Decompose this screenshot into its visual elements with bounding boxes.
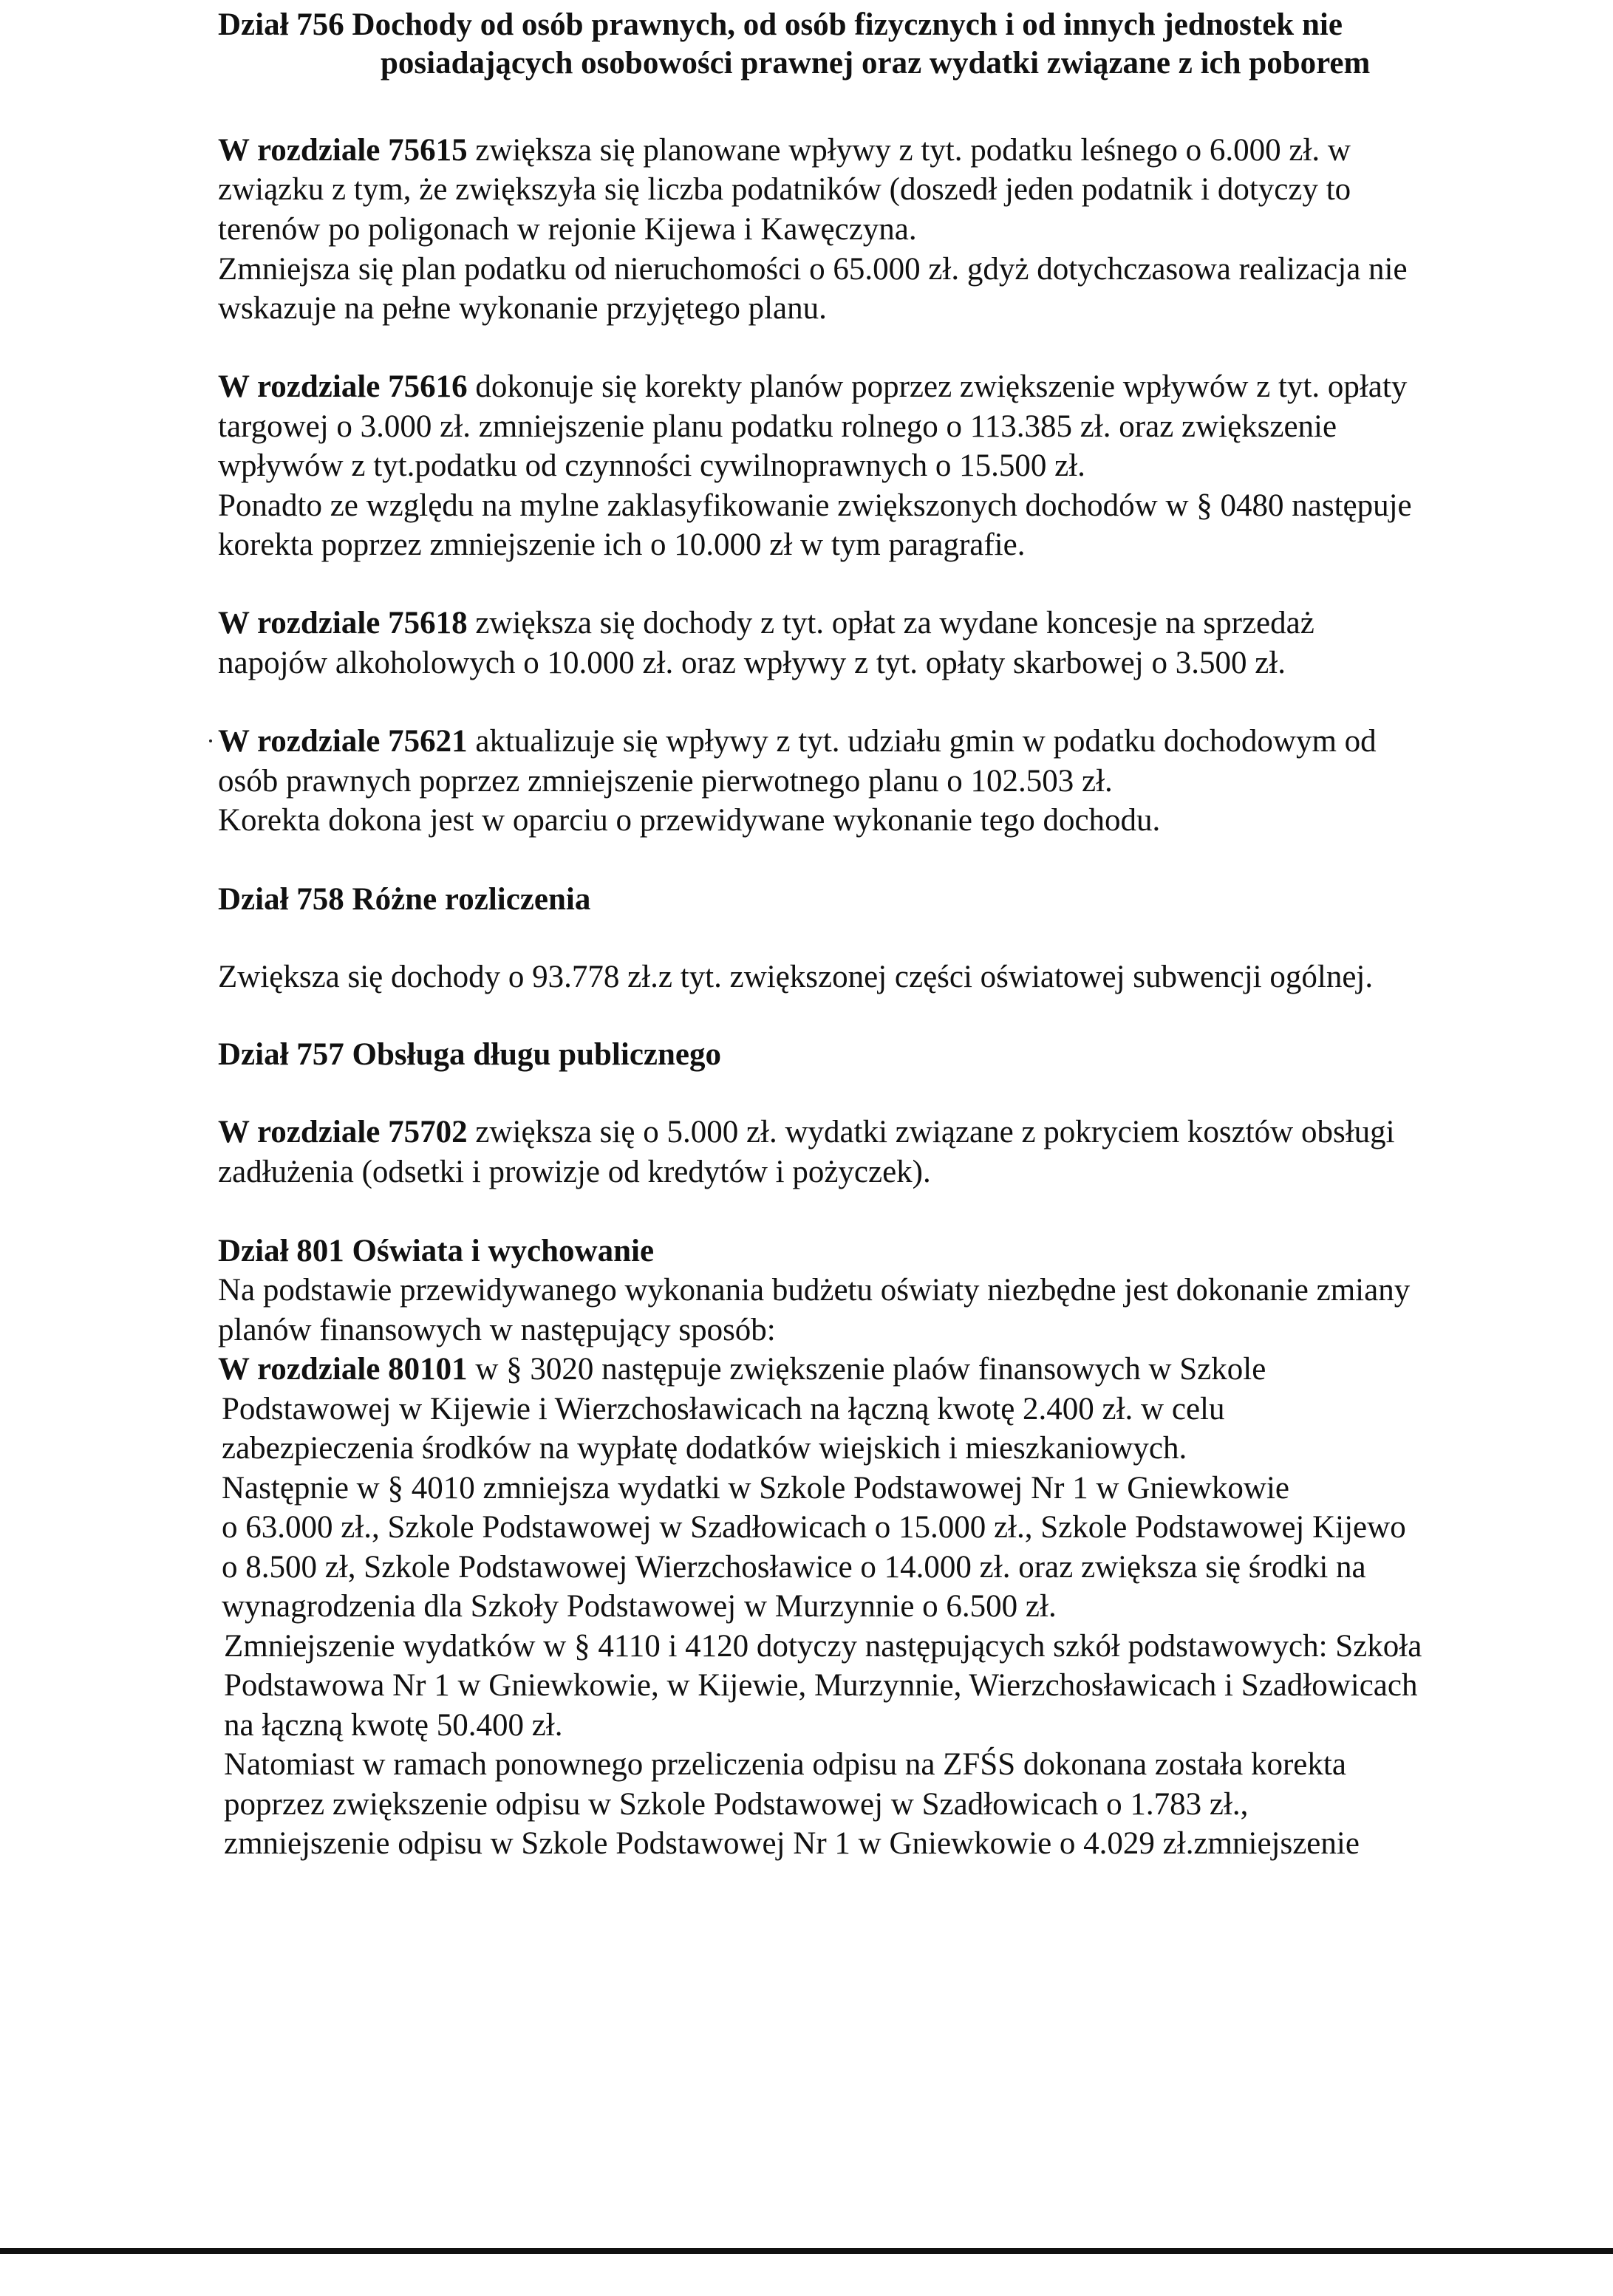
paragraph-75615-line-1 bbox=[218, 131, 1351, 170]
section-801-line-14: poprzez zwiększenie odpisu w Szkole Podstawowej w Szadłowicach o 1.783 zł., bbox=[224, 1787, 1249, 1822]
section-801-line-12: na łączną kwotę 50.400 zł. bbox=[224, 1708, 563, 1743]
paragraph-text: zwiększa się dochody z tyt. opłat za wydane koncesje na sprzedaż bbox=[467, 606, 1314, 640]
section-758-paragraph: Zwiększa się dochody o 93.778 zł.z tyt. zwiększonej części oświatowej subwencji ogólnej. bbox=[218, 960, 1374, 994]
paragraph-75618-line-2: napojów alkoholowych o 10.000 zł. oraz wpływy z tyt. opłaty skarbowej o 3.500 zł. bbox=[218, 646, 1286, 680]
paragraph-text: dokonuje się korekty planów poprzez zwiększenie wpływów z tyt. opłaty bbox=[467, 369, 1408, 404]
paragraph-75621-line-1 bbox=[218, 722, 1377, 761]
paragraph-75621-line-2: osób prawnych poprzez zmniejszenie pierwotnego planu o 102.503 zł. bbox=[218, 764, 1113, 799]
section-801-line-11: Podstawowa Nr 1 w Gniewkowie, w Kijewie, Murzynnie, Wierzchosławicach i Szadłowicach bbox=[224, 1668, 1418, 1703]
section-801-line-2: planów finansowych w następujący sposób: bbox=[218, 1313, 776, 1347]
paragraph-75615-line-5: wskazuje na pełne wykonanie przyjętego planu. bbox=[218, 291, 827, 326]
section-758-heading: Dział 758 Różne rozliczenia bbox=[218, 882, 591, 917]
section-801-line-9: wynagrodzenia dla Szkoły Podstawowej w Murzynnie o 6.500 zł. bbox=[222, 1589, 1057, 1624]
paragraph-75616-line-1 bbox=[218, 368, 1407, 406]
section-801-line-10: Zmniejszenie wydatków w § 4110 i 4120 dotyczy następujących szkół podstawowych: Szkoła bbox=[224, 1629, 1422, 1664]
section-801-line-13: Natomiast w ramach ponownego przeliczenia odpisu na ZFŚS dokonana została korekta bbox=[224, 1747, 1346, 1782]
chapter-label-75616: W rozdziale 75616 bbox=[218, 369, 468, 404]
paragraph-text: zwiększa się planowane wpływy z tyt. podatku leśnego o 6.000 zł. w bbox=[467, 133, 1351, 168]
paragraph-75618-line-1 bbox=[218, 604, 1314, 643]
section-801-heading: Dział 801 Oświata i wychowanie bbox=[218, 1234, 655, 1268]
paragraph-75615-line-4: Zmniejsza się plan podatku od nieruchomości o 65.000 zł. gdyż dotychczasowa realizacja nie bbox=[218, 252, 1408, 287]
section-801-line-15: zmniejszenie odpisu w Szkole Podstawowej Nr 1 w Gniewkowie o 4.029 zł.zmniejszenie bbox=[224, 1826, 1360, 1861]
section-801-line-4: Podstawowej w Kijewie i Wierzchosławicach na łączną kwotę 2.400 zł. w celu bbox=[222, 1392, 1225, 1427]
section-801-line-7: o 63.000 zł., Szkole Podstawowej w Szadłowicach o 15.000 zł., Szkole Podstawowej Kijewo bbox=[222, 1510, 1406, 1545]
chapter-label-75702: W rozdziale 75702 bbox=[218, 1115, 468, 1149]
chapter-label-75621: W rozdziale 75621 bbox=[218, 724, 468, 759]
paragraph-75615-line-3: terenów po poligonach w rejonie Kijewa i Kawęczyna. bbox=[218, 212, 917, 247]
paragraph-75702-line-1 bbox=[218, 1113, 1395, 1152]
paragraph-text: w § 3020 następuje zwiększenie plaów finansowych w Szkole bbox=[467, 1352, 1266, 1387]
paragraph-text: zwiększa się o 5.000 zł. wydatki związane z pokryciem kosztów obsługi bbox=[467, 1115, 1395, 1149]
chapter-label-75618: W rozdziale 75618 bbox=[218, 606, 468, 640]
paragraph-75616-line-3: wpływów z tyt.podatku od czynności cywilnoprawnych o 15.500 zł. bbox=[218, 448, 1085, 483]
chapter-label-80101: W rozdziale 80101 bbox=[218, 1352, 468, 1387]
paragraph-75616-line-5: korekta poprzez zmniejszenie ich o 10.000 zł w tym paragrafie. bbox=[218, 527, 1026, 562]
paragraph-text: aktualizuje się wpływy z tyt. udziału gmin w podatku dochodowym od bbox=[467, 724, 1377, 759]
paragraph-75616-line-4: Ponadto ze względu na mylne zaklasyfikowanie zwiększonych dochodów w § 0480 następuje bbox=[218, 488, 1412, 523]
scan-speck bbox=[209, 739, 212, 742]
section-756-heading-line-2: posiadających osobowości prawnej oraz wydatki związane z ich poborem bbox=[381, 46, 1371, 81]
section-801-line-1: Na podstawie przewidywanego wykonania budżetu oświaty niezbędne jest dokonanie zmiany bbox=[218, 1273, 1411, 1308]
section-801-line-6: Następnie w § 4010 zmniejsza wydatki w Szkole Podstawowej Nr 1 w Gniewkowie bbox=[222, 1471, 1289, 1506]
paragraph-80101-line-1 bbox=[218, 1350, 1266, 1389]
paragraph-75615-line-2: związku z tym, że zwiększyła się liczba podatników (doszedł jeden podatnik i dotyczy to bbox=[218, 172, 1351, 207]
chapter-label-75615: W rozdziale 75615 bbox=[218, 133, 468, 168]
section-801-line-8: o 8.500 zł, Szkole Podstawowej Wierzchosławice o 14.000 zł. oraz zwiększa się środki na bbox=[222, 1550, 1366, 1585]
bottom-rule bbox=[0, 2248, 1613, 2254]
paragraph-75616-line-2: targowej o 3.000 zł. zmniejszenie planu podatku rolnego o 113.385 zł. oraz zwiększenie bbox=[218, 409, 1337, 444]
section-757-heading: Dział 757 Obsługa długu publicznego bbox=[218, 1037, 721, 1072]
paragraph-75702-line-2: zadłużenia (odsetki i prowizje od kredytów i pożyczek). bbox=[218, 1155, 931, 1189]
section-756-heading-line-1: Dział 756 Dochody od osób prawnych, od osób fizycznych i od innych jednostek nie bbox=[218, 7, 1343, 42]
section-801-line-5: zabezpieczenia środków na wypłatę dodatków wiejskich i mieszkaniowych. bbox=[222, 1431, 1187, 1466]
paragraph-75621-line-3: Korekta dokona jest w oparciu o przewidywane wykonanie tego dochodu. bbox=[218, 803, 1161, 838]
